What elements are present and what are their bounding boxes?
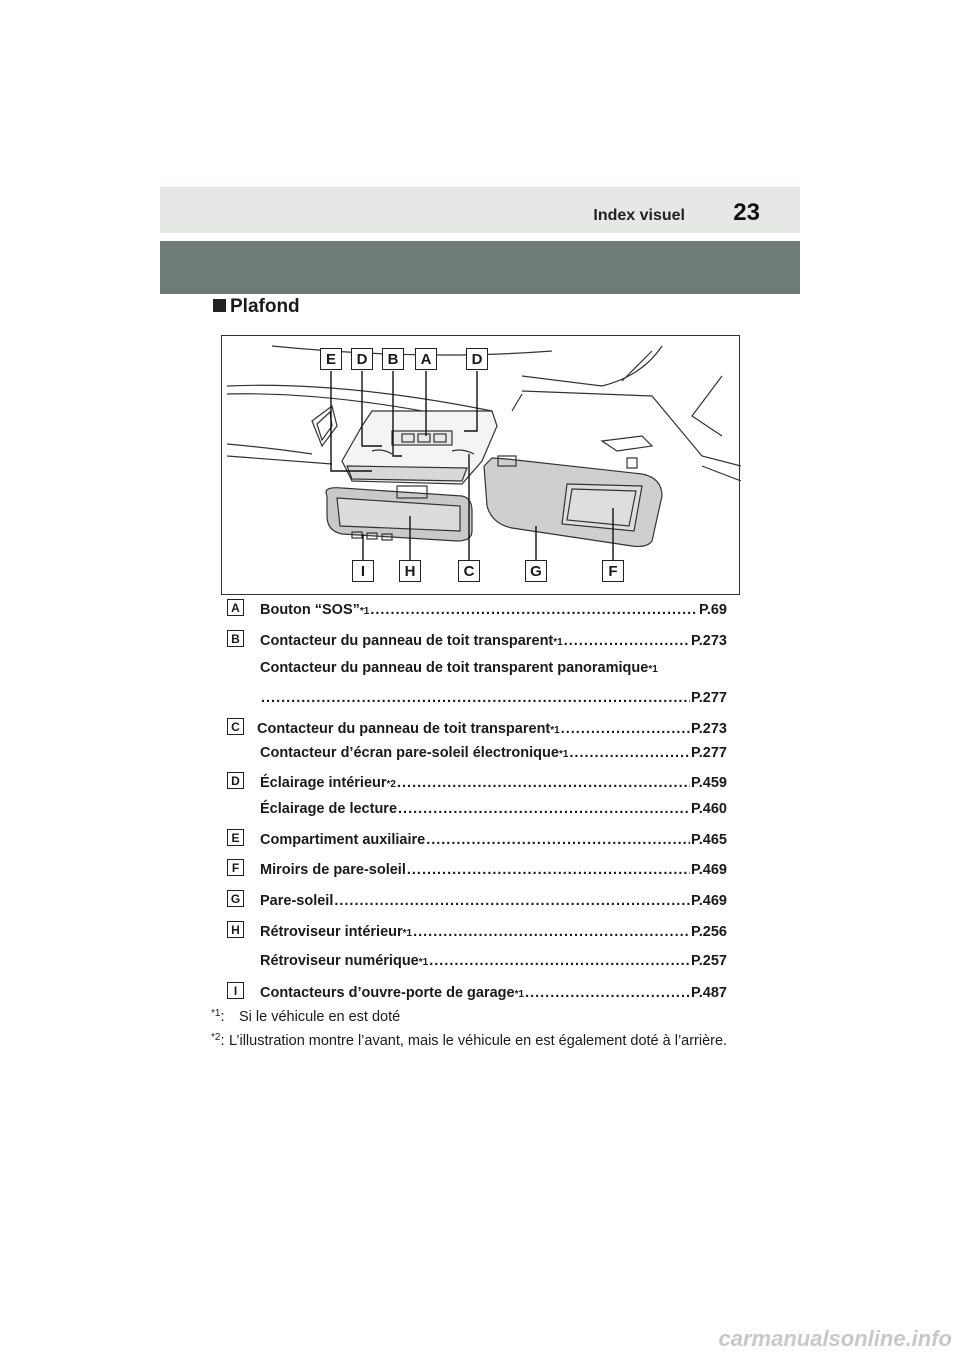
footnote-mark: *2 <box>211 1032 221 1043</box>
callout-c: C <box>458 560 480 582</box>
ceiling-drawing <box>222 336 741 596</box>
entry-label: Miroirs de pare-soleil <box>260 862 406 878</box>
page-ref-link[interactable]: P.257 <box>690 953 727 969</box>
page-ref-link[interactable]: P.273 <box>690 721 727 737</box>
list-item <box>227 684 727 708</box>
entry-label: Compartiment auxiliaire <box>260 832 426 848</box>
list-item: I Contacteurs d’ouvre-porte de garage *1 ..... P.487 <box>227 979 727 1003</box>
footnote-text: L’illustration montre l’avant, mais le véhicule en est également doté à l’arrière. <box>229 1033 728 1049</box>
entry-label: Contacteurs d’ouvre-porte de garage <box>260 985 515 1001</box>
letter-badge: D <box>227 772 244 789</box>
entry-label: Contacteur du panneau de toit transparent <box>260 633 554 649</box>
list-item: D Éclairage intérieur *2 ..... P.459 <box>227 769 727 793</box>
callout-e: E <box>320 348 342 370</box>
header-band <box>160 241 800 294</box>
letter-badge: B <box>227 630 244 647</box>
letter-badge: H <box>227 921 244 938</box>
entry-label: Bouton “SOS” <box>260 602 360 618</box>
list-item <box>227 795 727 819</box>
letter-badge: I <box>227 982 244 999</box>
entry-label: Éclairage de lecture <box>260 801 398 817</box>
page-ref-link[interactable]: P.487 <box>690 985 727 1001</box>
list-item: Contacteur du panneau de toit transparent panoramique *1 <box>260 660 658 676</box>
list-item <box>227 856 727 880</box>
letter-badge: A <box>227 599 244 616</box>
page-ref-link[interactable]: P.277 <box>690 745 727 761</box>
letter-badge: G <box>227 890 244 907</box>
callout-d-2: D <box>466 348 488 370</box>
list-item: A Bouton “SOS” *1 ..... P.69 <box>227 596 727 620</box>
list-item <box>227 887 727 911</box>
page-ref-link[interactable]: P.469 <box>690 893 727 909</box>
page-ref-link[interactable]: P.459 <box>690 775 727 791</box>
page-ref-link[interactable]: P.273 <box>690 633 727 649</box>
entry-label: Contacteur du panneau de toit transparent <box>257 721 551 737</box>
entry-label: Éclairage intérieur <box>260 775 387 791</box>
entry-label: Pare-soleil <box>260 893 334 909</box>
letter-badge: E <box>227 829 244 846</box>
page-ref-link[interactable]: P.69 <box>699 602 727 618</box>
section-title-text: Plafond <box>230 296 300 317</box>
page-ref-link[interactable]: P.460 <box>690 801 727 817</box>
list-item <box>227 826 727 850</box>
list-item: Rétroviseur numérique *1 ..... P.257 <box>227 947 727 971</box>
page-ref-link[interactable]: P.277 <box>690 690 727 706</box>
callout-f: F <box>602 560 624 582</box>
footnote-text: Si le véhicule en est doté <box>239 1009 401 1025</box>
footnote: $^{*1}$: Si le véhicule en est doté <box>211 1008 401 1025</box>
entry-label: Contacteur d’écran pare-soleil électronique <box>260 745 559 761</box>
footnotes <box>211 1008 731 1056</box>
footnote: $^{*2}$: L’illustration montre l’avant, mais le véhicule en est également doté à l’arrière. <box>211 1032 731 1051</box>
list-item: C Contacteur du panneau de toit transparent *1 ..... P.273 <box>227 715 727 739</box>
entry-label: Contacteur du panneau de toit transparent panoramique <box>260 660 649 676</box>
callout-a: A <box>415 348 437 370</box>
list-item: H Rétroviseur intérieur *1 ..... P.256 <box>227 918 727 942</box>
callout-d: D <box>351 348 373 370</box>
page-number: 23 <box>733 199 760 226</box>
section-title <box>213 296 300 318</box>
footnote-mark: *1 <box>211 1008 221 1019</box>
square-bullet-icon <box>213 299 226 312</box>
page-ref-link[interactable]: P.256 <box>690 924 727 940</box>
letter-badge: C <box>227 718 244 735</box>
page-ref-link[interactable]: P.469 <box>690 862 727 878</box>
header-bar <box>160 187 800 233</box>
callout-b: B <box>382 348 404 370</box>
watermark: carmanualsonline.info <box>718 1326 952 1351</box>
list-item: B Contacteur du panneau de toit transparent *1 ..... P.273 <box>227 627 727 651</box>
list-item: Contacteur d’écran pare-soleil électronique *1 ..... P.277 <box>227 739 727 763</box>
entry-label: Rétroviseur intérieur <box>260 924 403 940</box>
ceiling-illustration <box>221 335 740 595</box>
callout-h: H <box>399 560 421 582</box>
page-ref-link[interactable]: P.465 <box>690 832 727 848</box>
entry-label: Rétroviseur numérique <box>260 953 419 969</box>
header-title: Index visuel <box>593 207 685 224</box>
callout-g: G <box>525 560 547 582</box>
callout-i: I <box>352 560 374 582</box>
letter-badge: F <box>227 859 244 876</box>
